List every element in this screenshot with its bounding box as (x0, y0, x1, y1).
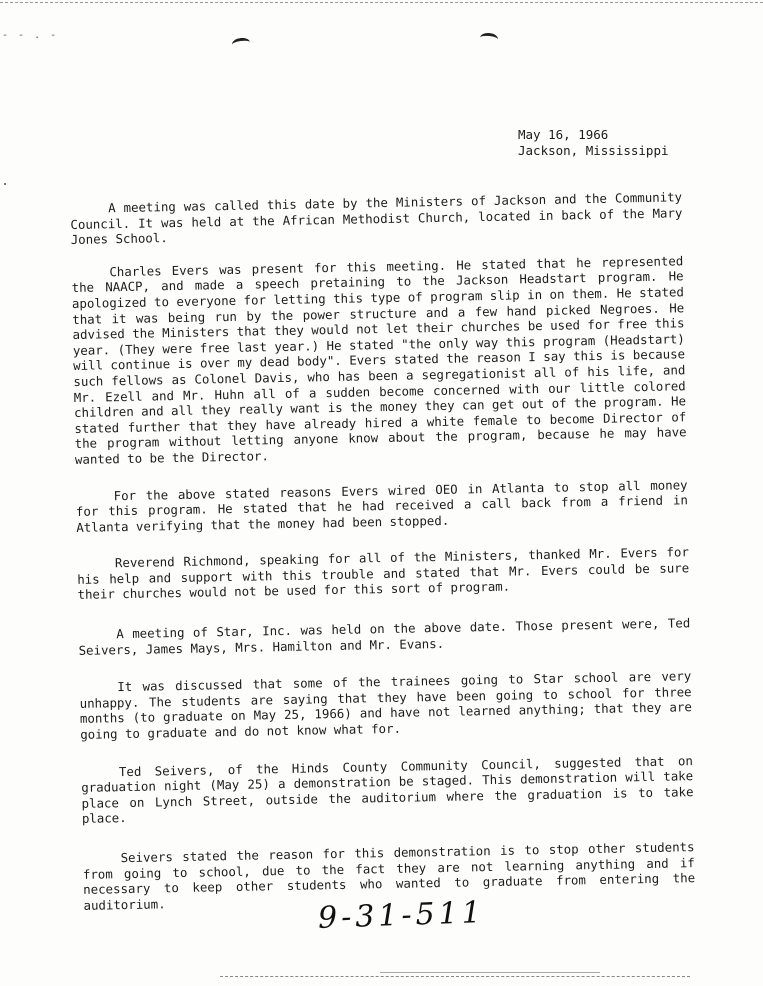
document-place: Jackson, Mississippi (518, 143, 669, 158)
paragraph-oeo-wire: For the above stated reasons Evers wired OEO in Atlanta to stop all money for this program. He stated that he had received a call back from a friend in Atlanta verifying that the money had been stopped. (75, 476, 688, 535)
bottom-edge-line (220, 976, 690, 977)
scan-speck (4, 183, 6, 185)
paragraph-star-meeting: A meeting of Star, Inc. was held on the above date. Those present were, Ted Seivers, James Mays, Mrs. Hamilton and Mr. Evans. (78, 615, 691, 658)
binder-hole-mark-right (479, 32, 498, 45)
paragraph-trainees-unhappy: It was discussed that some of the trainees going to Star school are very unhappy. The students are saying that they have been going to school for three months (to graduate on May 25, 1966) and have not learned anything; that they are going to graduate and do not know what for. (79, 668, 692, 742)
binder-hole-mark-left (231, 37, 250, 50)
handwritten-file-number: 9-31-511 (317, 895, 486, 936)
paragraph-meeting-called: A meeting was called this date by the Ministers of Jackson and the Community Council. It was held at the African Methodist Church, located in back of the Mary Jones School. (70, 189, 683, 248)
report-body (70, 189, 696, 930)
document-date: May 16, 1966 (518, 127, 609, 142)
dateline (518, 127, 669, 159)
paragraph-evers-speech: Charles Evers was present for this meeting. He stated that he represented the NAACP, and made a speech pretaining to the Jackson Headstart program. He apologized to everyone for letting this type of program slip in on them. He stated that it was being run by the power structure and a few hand picked Negroes. He advised the Ministers that they would not let their churches be used for free this year. (They were free last year.) He stated "the only way this program (Headstart) will continue is over my dead body". Evers stated the reason I say this is because such fellows as Colonel Davis, who has been a segregationist all of his life, and Mr. Ezell and Mr. Huhn all of a sudden become concerned with our little colored children and all they really want is the money they can get out of the program. He stated further that they have already hired a white female to become Director of the program without letting anyone know about the program, because he may have wanted to be the Director. (71, 253, 687, 467)
corner-smudge-marks: - - . - (2, 30, 59, 41)
paragraph-demonstration-reason: Seivers stated the reason for this demonstration is to stop other students from going to school, due to the fact they are not learning anything and if necessary to keep other students who wanted to graduate from entering the auditorium. (82, 839, 696, 913)
paragraph-demonstration-plan: Ted Seivers, of the Hinds County Community Council, suggested that on graduation night (May 25) a demonstration be staged. This demonstration will take place on Lynch Street, outside the auditorium where the graduation is to take place. (81, 752, 694, 827)
top-edge-perforation (0, 2, 763, 3)
paragraph-reverend-richmond: Reverend Richmond, speaking for all of the Ministers, thanked Mr. Evers for his help and support with this trouble and stated that Mr. Evers could be sure their churches would not be used for this sort of program. (77, 544, 690, 603)
bottom-edge-line-secondary (380, 972, 600, 973)
